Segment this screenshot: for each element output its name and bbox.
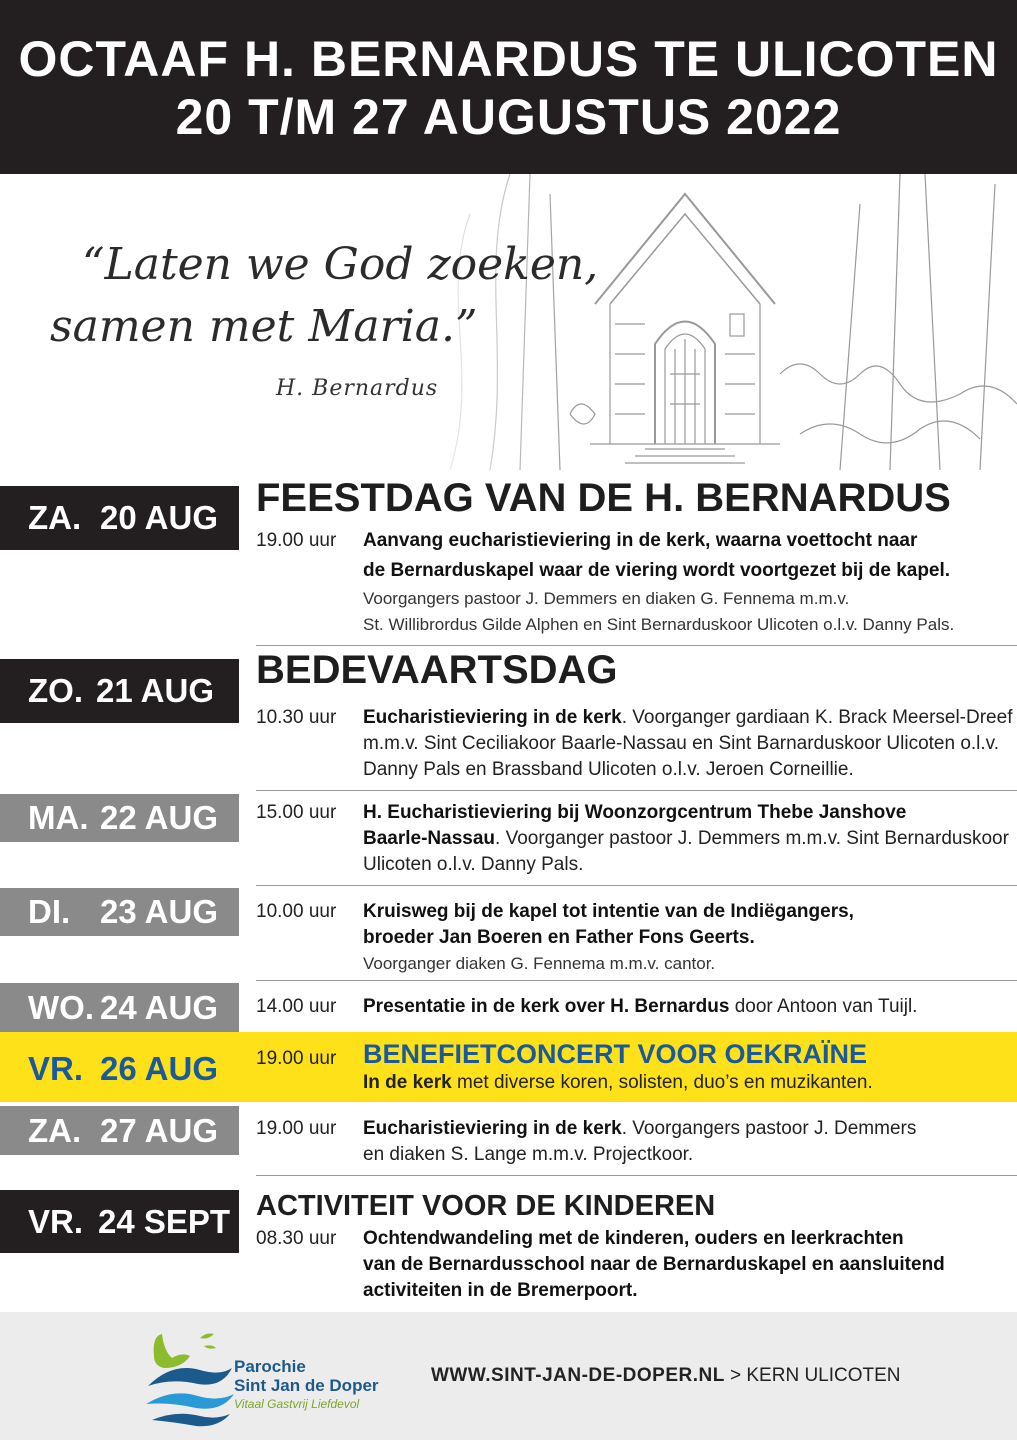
day-date: 26 AUG <box>100 1050 218 1087</box>
event-time: 19.00 uur <box>256 530 337 551</box>
event-description <box>363 800 1009 878</box>
event-description <box>363 528 954 638</box>
quote-author: H. Bernardus <box>276 376 439 401</box>
desc-line: Danny Pals en Brassband Ulicoten o.l.v. Jeroen Corneillie. <box>363 759 854 780</box>
event-description <box>363 1226 945 1304</box>
highlight-row-vr-26 <box>0 1032 1017 1102</box>
day-abbrev: ZO. <box>28 672 83 709</box>
divider <box>256 885 1017 886</box>
day-abbrev: ZA. <box>28 499 82 536</box>
desc-text: . Voorgangers pastoor J. Demmers <box>621 1118 917 1139</box>
day-date: 22 AUG <box>100 799 218 836</box>
day-date: 24 AUG <box>100 988 218 1026</box>
logo-tagline: Vitaal Gastvrij Liefdevol <box>234 1397 360 1411</box>
event-description <box>363 899 854 977</box>
desc-line: Voorgangers pastoor J. Demmers en diaken G. Fennema m.m.v. <box>363 589 850 608</box>
quote-line-1: “Laten we God zoeken, <box>82 239 599 290</box>
day-label-wo-24 <box>0 983 239 1032</box>
event-title-bedevaartsdag: BEDEVAARTSDAG <box>256 648 618 692</box>
event-time: 10.00 uur <box>256 901 337 922</box>
desc-text: . Voorganger pastoor J. Demmers m.m.v. Sint Bernarduskoor <box>495 828 1009 849</box>
divider <box>256 790 1017 791</box>
logo-line-1: Parochie <box>234 1357 306 1376</box>
divider <box>256 645 1017 646</box>
desc-line: Ochtendwandeling met de kinderen, ouders en leerkrachten <box>363 1228 904 1249</box>
hero-section <box>0 174 1017 470</box>
desc-line: van de Bernardusschool naar de Bernarduskapel en aansluitend <box>363 1254 945 1275</box>
divider <box>256 980 1017 981</box>
quote-text <box>50 234 598 358</box>
desc-line: St. Willibrordus Gilde Alphen en Sint Bernarduskoor Ulicoten o.l.v. Danny Pals. <box>363 615 955 634</box>
desc-line: Ulicoten o.l.v. Danny Pals. <box>363 854 584 875</box>
day-abbrev: VR. <box>28 1202 84 1240</box>
page-subtitle: 20 T/M 27 AUGUSTUS 2022 <box>175 89 842 145</box>
day-abbrev: ZA. <box>28 1111 82 1149</box>
day-abbrev: DI. <box>28 893 71 930</box>
desc-line: Kruisweg bij de kapel tot intentie van de Indiëgangers, <box>363 901 854 922</box>
header-banner <box>0 0 1017 174</box>
day-abbrev: WO. <box>28 988 94 1026</box>
day-date: 21 AUG <box>96 672 214 709</box>
desc-bold: Baarle-Nassau <box>363 828 496 849</box>
desc-line: H. Eucharistieviering bij Woonzorgcentrum Thebe Janshove <box>363 802 907 823</box>
website-link[interactable]: WWW.SINT-JAN-DE-DOPER.NL <box>431 1365 725 1386</box>
desc-bold: Eucharistieviering in de kerk <box>363 707 622 728</box>
desc-bold: Presentatie in de kerk over H. Bernardus <box>363 996 730 1017</box>
day-label-vr-24-sept <box>0 1190 239 1253</box>
event-time: 15.00 uur <box>256 802 337 823</box>
logo-name <box>234 1357 379 1395</box>
desc-line: en diaken S. Lange m.m.v. Projectkoor. <box>363 1144 694 1165</box>
day-label-ma-22 <box>0 794 239 842</box>
event-description <box>363 1072 873 1094</box>
event-time: 08.30 uur <box>256 1228 337 1249</box>
kern-label: > KERN ULICOTEN <box>730 1365 901 1386</box>
day-label-zo-21 <box>0 659 239 723</box>
quote-line-2: samen met Maria.” <box>50 301 478 352</box>
day-abbrev: VR. <box>28 1050 84 1087</box>
event-title-feestdag: FEESTDAG VAN DE H. BERNARDUS <box>256 476 951 520</box>
desc-bold: Eucharistieviering in de kerk <box>363 1118 622 1139</box>
page-title: OCTAAF H. BERNARDUS TE ULICOTEN <box>18 31 999 87</box>
event-title-kinderen: ACTIVITEIT VOOR DE KINDEREN <box>256 1190 716 1222</box>
desc-text: . Voorganger gardiaan K. Brack Meersel-Dreef <box>621 707 1013 728</box>
day-date: 27 AUG <box>100 1111 218 1149</box>
desc-text: met diverse koren, solisten, duo’s en muzikanten. <box>451 1072 873 1093</box>
event-time: 10.30 uur <box>256 707 337 728</box>
desc-line: de Bernarduskapel waar de viering wordt voortgezet bij de kapel. <box>363 560 951 581</box>
event-description <box>363 994 917 1020</box>
event-title-benefietconcert: BENEFIETCONCERT VOOR OEKRAÏNE <box>363 1039 868 1069</box>
day-label-di-23 <box>0 888 239 936</box>
desc-line: broeder Jan Boeren en Father Fons Geerts. <box>363 927 755 948</box>
desc-line: activiteiten in de Bremerpoort. <box>363 1280 638 1301</box>
day-date: 24 SEPT <box>98 1202 231 1240</box>
day-date: 20 AUG <box>100 499 218 536</box>
desc-line: m.m.v. Sint Ceciliakoor Baarle-Nassau en Sint Barnarduskoor Ulicoten o.l.v. <box>363 733 1000 754</box>
day-abbrev: MA. <box>28 799 89 836</box>
event-description <box>363 705 1012 783</box>
event-time: 19.00 uur <box>256 1048 337 1069</box>
desc-line: Voorganger diaken G. Fennema m.m.v. cantor. <box>363 954 716 973</box>
day-label-za-20 <box>0 486 239 550</box>
day-label-za-27 <box>0 1106 239 1155</box>
desc-text: door Antoon van Tuijl. <box>729 996 918 1017</box>
logo-line-2: Sint Jan de Doper <box>234 1376 379 1395</box>
divider <box>256 1175 1017 1176</box>
event-time: 14.00 uur <box>256 996 337 1017</box>
day-date: 23 AUG <box>100 893 218 930</box>
event-time: 19.00 uur <box>256 1118 337 1139</box>
day-label-vr-26 <box>28 1050 218 1088</box>
desc-line: Aanvang eucharistieviering in de kerk, waarna voettocht naar <box>363 530 918 551</box>
desc-bold: In de kerk <box>363 1072 452 1093</box>
event-description <box>363 1116 916 1168</box>
